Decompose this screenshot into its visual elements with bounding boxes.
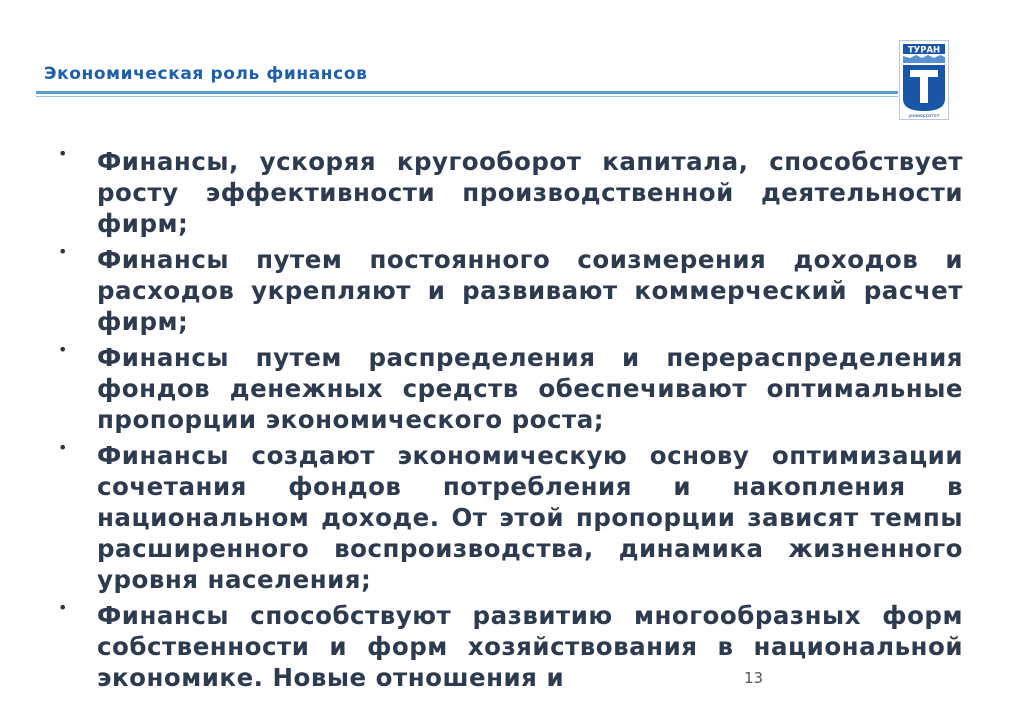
- bullet-marker: •: [58, 340, 68, 359]
- bullet-marker: •: [58, 598, 68, 617]
- slide-title: Экономическая роль финансов: [44, 64, 368, 84]
- title-underline-thin: [36, 96, 898, 97]
- bullet-marker: •: [58, 438, 68, 457]
- bullet-text: Финансы путем постоянного соизмерения доходов и расходов укрепляют и развивают коммерческий расчет фирм;: [97, 245, 963, 336]
- turan-university-logo: [899, 40, 949, 120]
- logo-text: ТУРАН: [907, 45, 941, 56]
- title-underline: [36, 91, 898, 94]
- logo-icon: [900, 41, 948, 119]
- bullet-marker: •: [58, 242, 68, 261]
- page-number: 13: [744, 669, 764, 687]
- bullet-item: [58, 600, 963, 693]
- bullet-text: Финансы способствуют развитию многообразных форм собственности и форм хозяйствования в национальной экономике. Новые отношения и: [97, 601, 963, 692]
- bullet-item: [58, 146, 963, 239]
- bullet-item: [58, 342, 963, 435]
- bullet-list: [58, 146, 963, 698]
- bullet-item: [58, 440, 963, 595]
- bullet-text: Финансы, ускоряя кругооборот капитала, способствует росту эффективности производственной деятельности фирм;: [97, 147, 963, 238]
- bullet-text: Финансы создают экономическую основу оптимизации сочетания фондов потребления и накопления в национальном доходе. От этой пропорции зависят темпы расширенного воспроизводства, динамика жизненного уровня населения;: [97, 441, 963, 594]
- bullet-marker: •: [58, 144, 68, 163]
- bullet-item: [58, 244, 963, 337]
- bullet-text: Финансы путем распределения и перераспределения фондов денежных средств обеспечивают оптимальные пропорции экономического роста;: [97, 343, 963, 434]
- logo-subtext: университет: [908, 114, 940, 119]
